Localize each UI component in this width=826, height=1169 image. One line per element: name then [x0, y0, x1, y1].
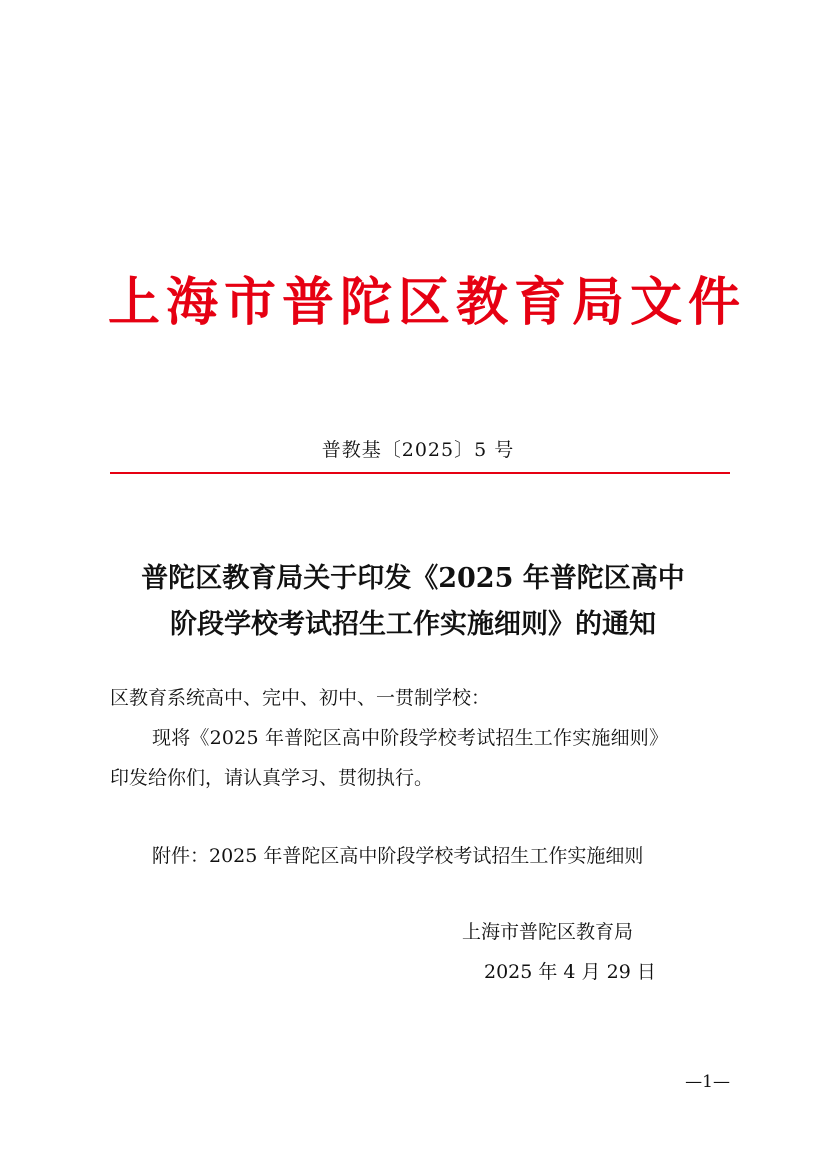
- addressee: 区教育系统高中、完中、初中、一贯制学校：: [110, 687, 491, 709]
- notice-title: [100, 556, 726, 648]
- notice-title-line-2: 阶段学校考试招生工作实施细则》的通知: [170, 609, 656, 640]
- body-paragraph-line-1: 现将《2025 年普陀区高中阶段学校考试招生工作实施细则》: [152, 727, 669, 749]
- masthead-title: 上海市普陀区教育局文件: [108, 272, 747, 333]
- attachment-line: 附件：2025 年普陀区高中阶段学校考试招生工作实施细则: [152, 845, 644, 867]
- body-paragraph-line-2: 印发给你们，请认真学习、贯彻执行。: [110, 767, 434, 789]
- page-number: —1—: [685, 1072, 730, 1092]
- issue-date: 2025 年 4 月 29 日: [484, 961, 656, 983]
- notice-title-line-1: 普陀区教育局关于印发《2025 年普陀区高中: [141, 563, 685, 594]
- document-number: 普教基〔2025〕5 号: [321, 439, 515, 461]
- issuer-signature: 上海市普陀区教育局: [462, 921, 634, 943]
- red-divider-line: [110, 472, 730, 474]
